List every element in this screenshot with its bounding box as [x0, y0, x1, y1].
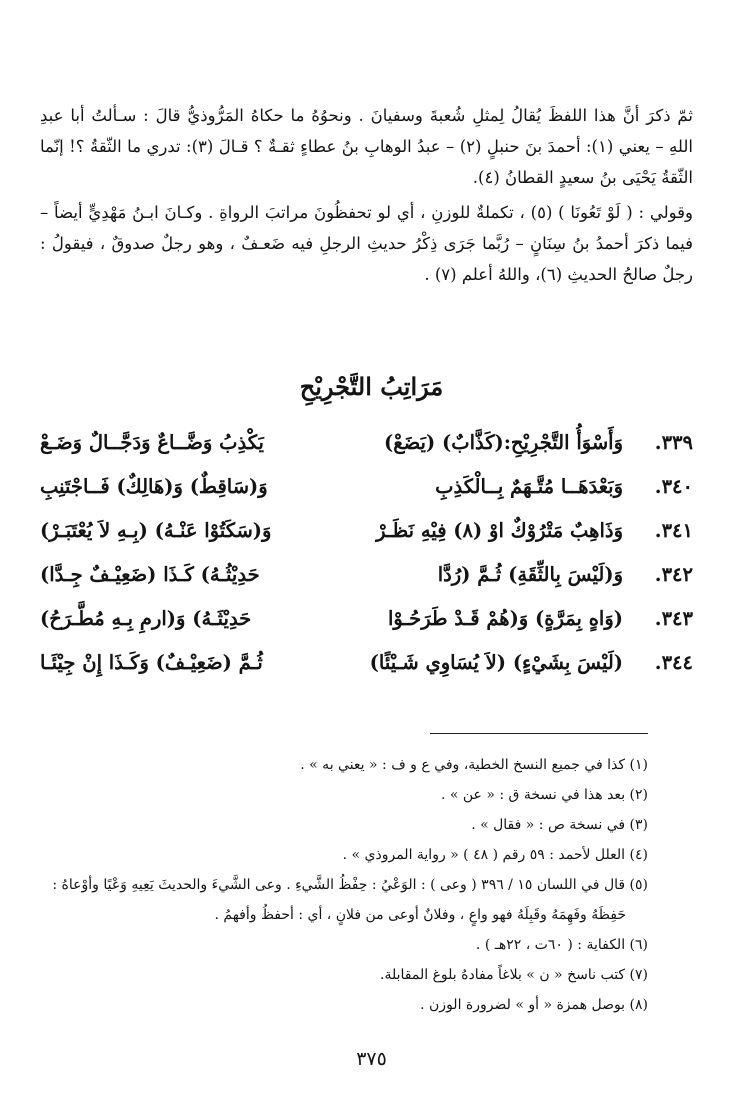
prose-paragraph-1: ثمّ ذكرَ أنَّ هذا اللفظَ يُقالُ لِمثلِ شُعبةَ وسفيانَ . ونحوُهُ ما حكاهُ المَرُّوذيُّ قالَ : سـألتُ أبا عبدِ اللهِ – يعني (١): أحمدَ بنَ حنبلٍ (٢) – عبدُ الوهابِ بنُ عطاءٍ ثقـةٌ ؟ قـالَ (٣): تدري ما الثّقةُ ؟! إنّما الثّقةُ يَحْيَى بنُ سعيدٍ القطانُ (٤). — [40, 106, 693, 187]
section-title: مَرَاتِبُ التَّجْرِيْحِ — [299, 372, 444, 401]
footnote-8: (٨) بوصل همزة « أو » لضرورة الوزن . — [420, 997, 648, 1013]
footnote-4: (٤) العلل لأحمد : ٥٩ رقم ( ٤٨ ) « رواية المروذي » . — [342, 847, 648, 863]
verse-second-hemistich: ثُـمَّ (ضَعِيْـفٌ) وَكَـذَا إِنْ جِيْئَـا — [40, 650, 263, 674]
page-number: ٣٧٥ — [356, 1048, 387, 1070]
footnote-3: (٣) في نسخة ص : « فقال » . — [471, 817, 648, 833]
verse-number: ٣٤٢. — [654, 562, 693, 586]
footnote-separator — [430, 733, 648, 734]
verse-first-hemistich: (لَيْسَ بِشَيْءٍ) (لاَ يُسَاوِي شَـيْئًا) — [369, 650, 623, 674]
verse-first-hemistich: وَبَعْدَهَــا مُتَّـهَمٌ بِــالْكَذِبِ — [435, 474, 623, 498]
verse-first-hemistich: وَأَسْوَأُ التَّجْرِيْحِ:(كَذَّابٌ) (يَضَعْ) — [384, 430, 623, 454]
verse-second-hemistich: حَدِيْثَـهُ) وَ(ارمِ بِـهِ مُطَّـرَحُ) — [40, 606, 252, 630]
verse-number: ٣٤٣. — [654, 606, 693, 630]
verse-number: ٣٤٤. — [654, 650, 693, 674]
verse-first-hemistich: وَ(لَيْسَ بِالثِّقَةِ) ثُـمَّ (رُدَّا — [437, 562, 623, 586]
footnote-1: (١) كذا في جميع النسخ الخطية، وفي ع و ف : « يعني به » . — [300, 757, 648, 773]
footnotes — [30, 750, 648, 1020]
verse-second-hemistich: وَ(سَاقِطٌ) وَ(هَالِكٌ) فَــاجْتَنِبِ — [40, 474, 268, 498]
verse-second-hemistich: وَ(سَكَتُوْا عَنْـهُ) (بِـهِ لاَ يُعْتَبَـرْ) — [40, 518, 272, 542]
verse-first-hemistich: (وَاهٍ بِمَرَّةٍ) وَ(هُمْ قَـدْ طَرَحُـوْا — [387, 606, 623, 630]
verse-row — [40, 464, 693, 508]
footnote-6: (٦) الكفاية : ( ٦٠ت ، ٢٢هـ ) . — [475, 937, 648, 953]
verse-list — [40, 420, 693, 684]
footnote-5: (٥) قال في اللسان ١٥ / ٣٩٦ ( وعى ) : الوَعْيُ : حِفْظُ الشَّيءِ . وعى الشَّيءَ والحديثَ يَعِيهِ وَعْيًا وأوْعاهُ : — [52, 877, 648, 893]
prose-paragraph-2: وقولي : ( لَوْ تَعُونَا ) (٥) ، تكملةٌ للوزنِ ، أي لو تحفظُونَ مراتبَ الرواةِ . وكـانَ ابـنُ مَهْدِيٍّ أيضاً – فيما ذكرَ أحمدُ بنُ سِنَانٍ – رُبَّما جَرَى ذِكْرُ حديثِ الرجلِ فيه ضَعـفٌ ، وهو رجلٌ صدوقٌ ، فيقولُ : رجلٌ صالحُ الحديثِ (٦)، واللهُ أعلم (٧) . — [40, 203, 693, 284]
verse-row — [40, 420, 693, 464]
verse-second-hemistich: حَدِيْثُـهُ) كَـذَا (ضَعِيْـفٌ جِـدَّا) — [40, 562, 260, 586]
verse-number: ٣٤٠. — [654, 474, 693, 498]
footnote-2: (٢) بعد هذا في نسخة ق : « عن » . — [440, 787, 648, 803]
verse-row — [40, 508, 693, 552]
verse-row — [40, 596, 693, 640]
verse-second-hemistich: يَكْذِبُ وَضَّــاعٌ وَدَجَّــالٌ وَضَـعْ — [40, 430, 264, 454]
verse-number: ٣٣٩. — [654, 430, 693, 454]
footnote-5-continuation: حَفِظَهُ وفَهِمَهُ وقَبِلَهُ فهو واعٍ ، وفلانٌ أوعى من فلانٍ ، أي : أحفظُ وأفهمُ . — [214, 907, 626, 923]
prose-block — [40, 100, 693, 294]
verse-row — [40, 552, 693, 596]
verse-first-hemistich: وَذَاهِبٌ مَتْرُوْكٌ اوْ (٨) فِيْهِ نَظَـرْ — [376, 518, 623, 542]
verse-row — [40, 640, 693, 684]
verse-number: ٣٤١. — [654, 518, 693, 542]
footnote-7: (٧) كتب ناسخ « ن » بلاغاً مفادهُ بلوغ المقابلة. — [380, 967, 648, 983]
